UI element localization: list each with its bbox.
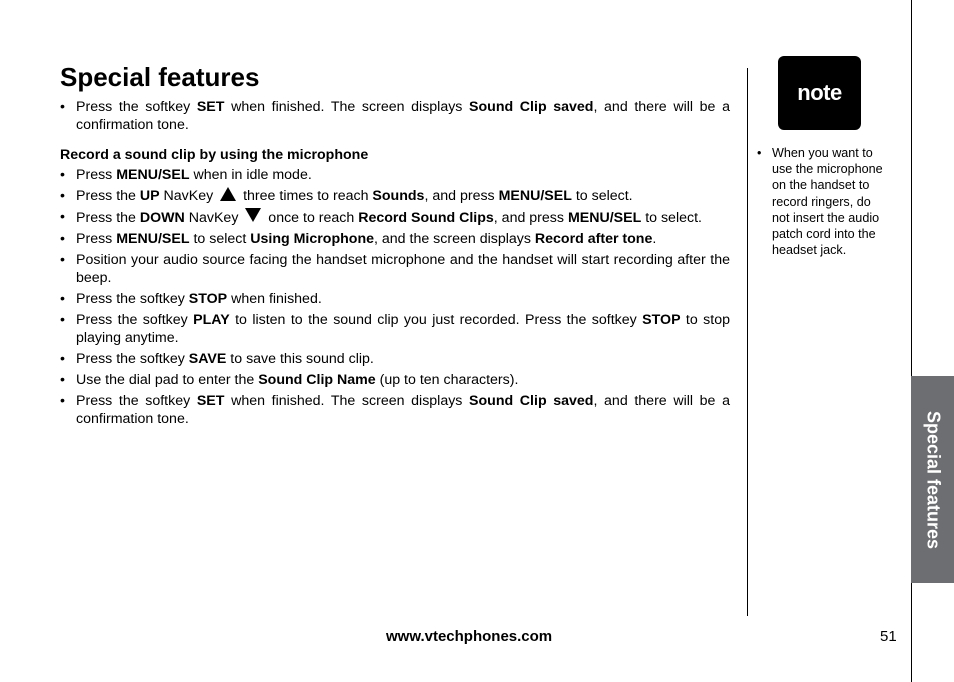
note-badge bbox=[778, 56, 861, 130]
list-item: • Press MENU/SEL to select Using Microphone, and the screen displays Record after tone. bbox=[60, 230, 730, 248]
up-arrow-icon bbox=[220, 187, 236, 201]
intro-list bbox=[60, 98, 730, 134]
page-number: 51 bbox=[880, 628, 897, 645]
list-item: • Press the softkey PLAY to listen to the sound clip you just recorded. Press the softkey STOP to stop playing anytime. bbox=[60, 311, 730, 347]
section-heading: Record a sound clip by using the microphone bbox=[60, 147, 369, 163]
list-item: • Use the dial pad to enter the Sound Clip Name (up to ten characters). bbox=[60, 371, 730, 389]
list-item: • Press the DOWN NavKey once to reach Record Sound Clips, and press MENU/SEL to select. bbox=[60, 208, 730, 227]
list-item: • Press the softkey SET when finished. The screen displays Sound Clip saved, and there will be a confirmation tone. bbox=[60, 98, 730, 134]
list-item: • Press the softkey STOP when finished. bbox=[60, 290, 730, 308]
section-tab bbox=[911, 376, 954, 583]
section-tab-label: Special features bbox=[923, 410, 943, 549]
list-item: • Press the softkey SAVE to save this sound clip. bbox=[60, 350, 730, 368]
main-content bbox=[60, 98, 730, 431]
list-item: • Press the softkey SET when finished. The screen displays Sound Clip saved, and there will be a confirmation tone. bbox=[60, 392, 730, 428]
side-note bbox=[757, 145, 883, 258]
list-item: • Press MENU/SEL when in idle mode. bbox=[60, 166, 730, 184]
page-title: Special features bbox=[60, 62, 260, 92]
list-item: • Press the UP NavKey three times to reach Sounds, and press MENU/SEL to select. bbox=[60, 187, 730, 205]
note-text: When you want to use the microphone on the handset to record ringers, do not insert the audio patch cord into the headset jack. bbox=[772, 146, 883, 258]
note-label: note bbox=[797, 80, 842, 105]
bullet: • bbox=[757, 146, 762, 160]
footer-url: www.vtechphones.com bbox=[386, 628, 553, 645]
steps-list bbox=[60, 166, 730, 428]
list-item: • Position your audio source facing the handset microphone and the handset will start recording after the beep. bbox=[60, 251, 730, 287]
column-divider bbox=[747, 68, 748, 616]
down-arrow-icon bbox=[245, 208, 261, 222]
